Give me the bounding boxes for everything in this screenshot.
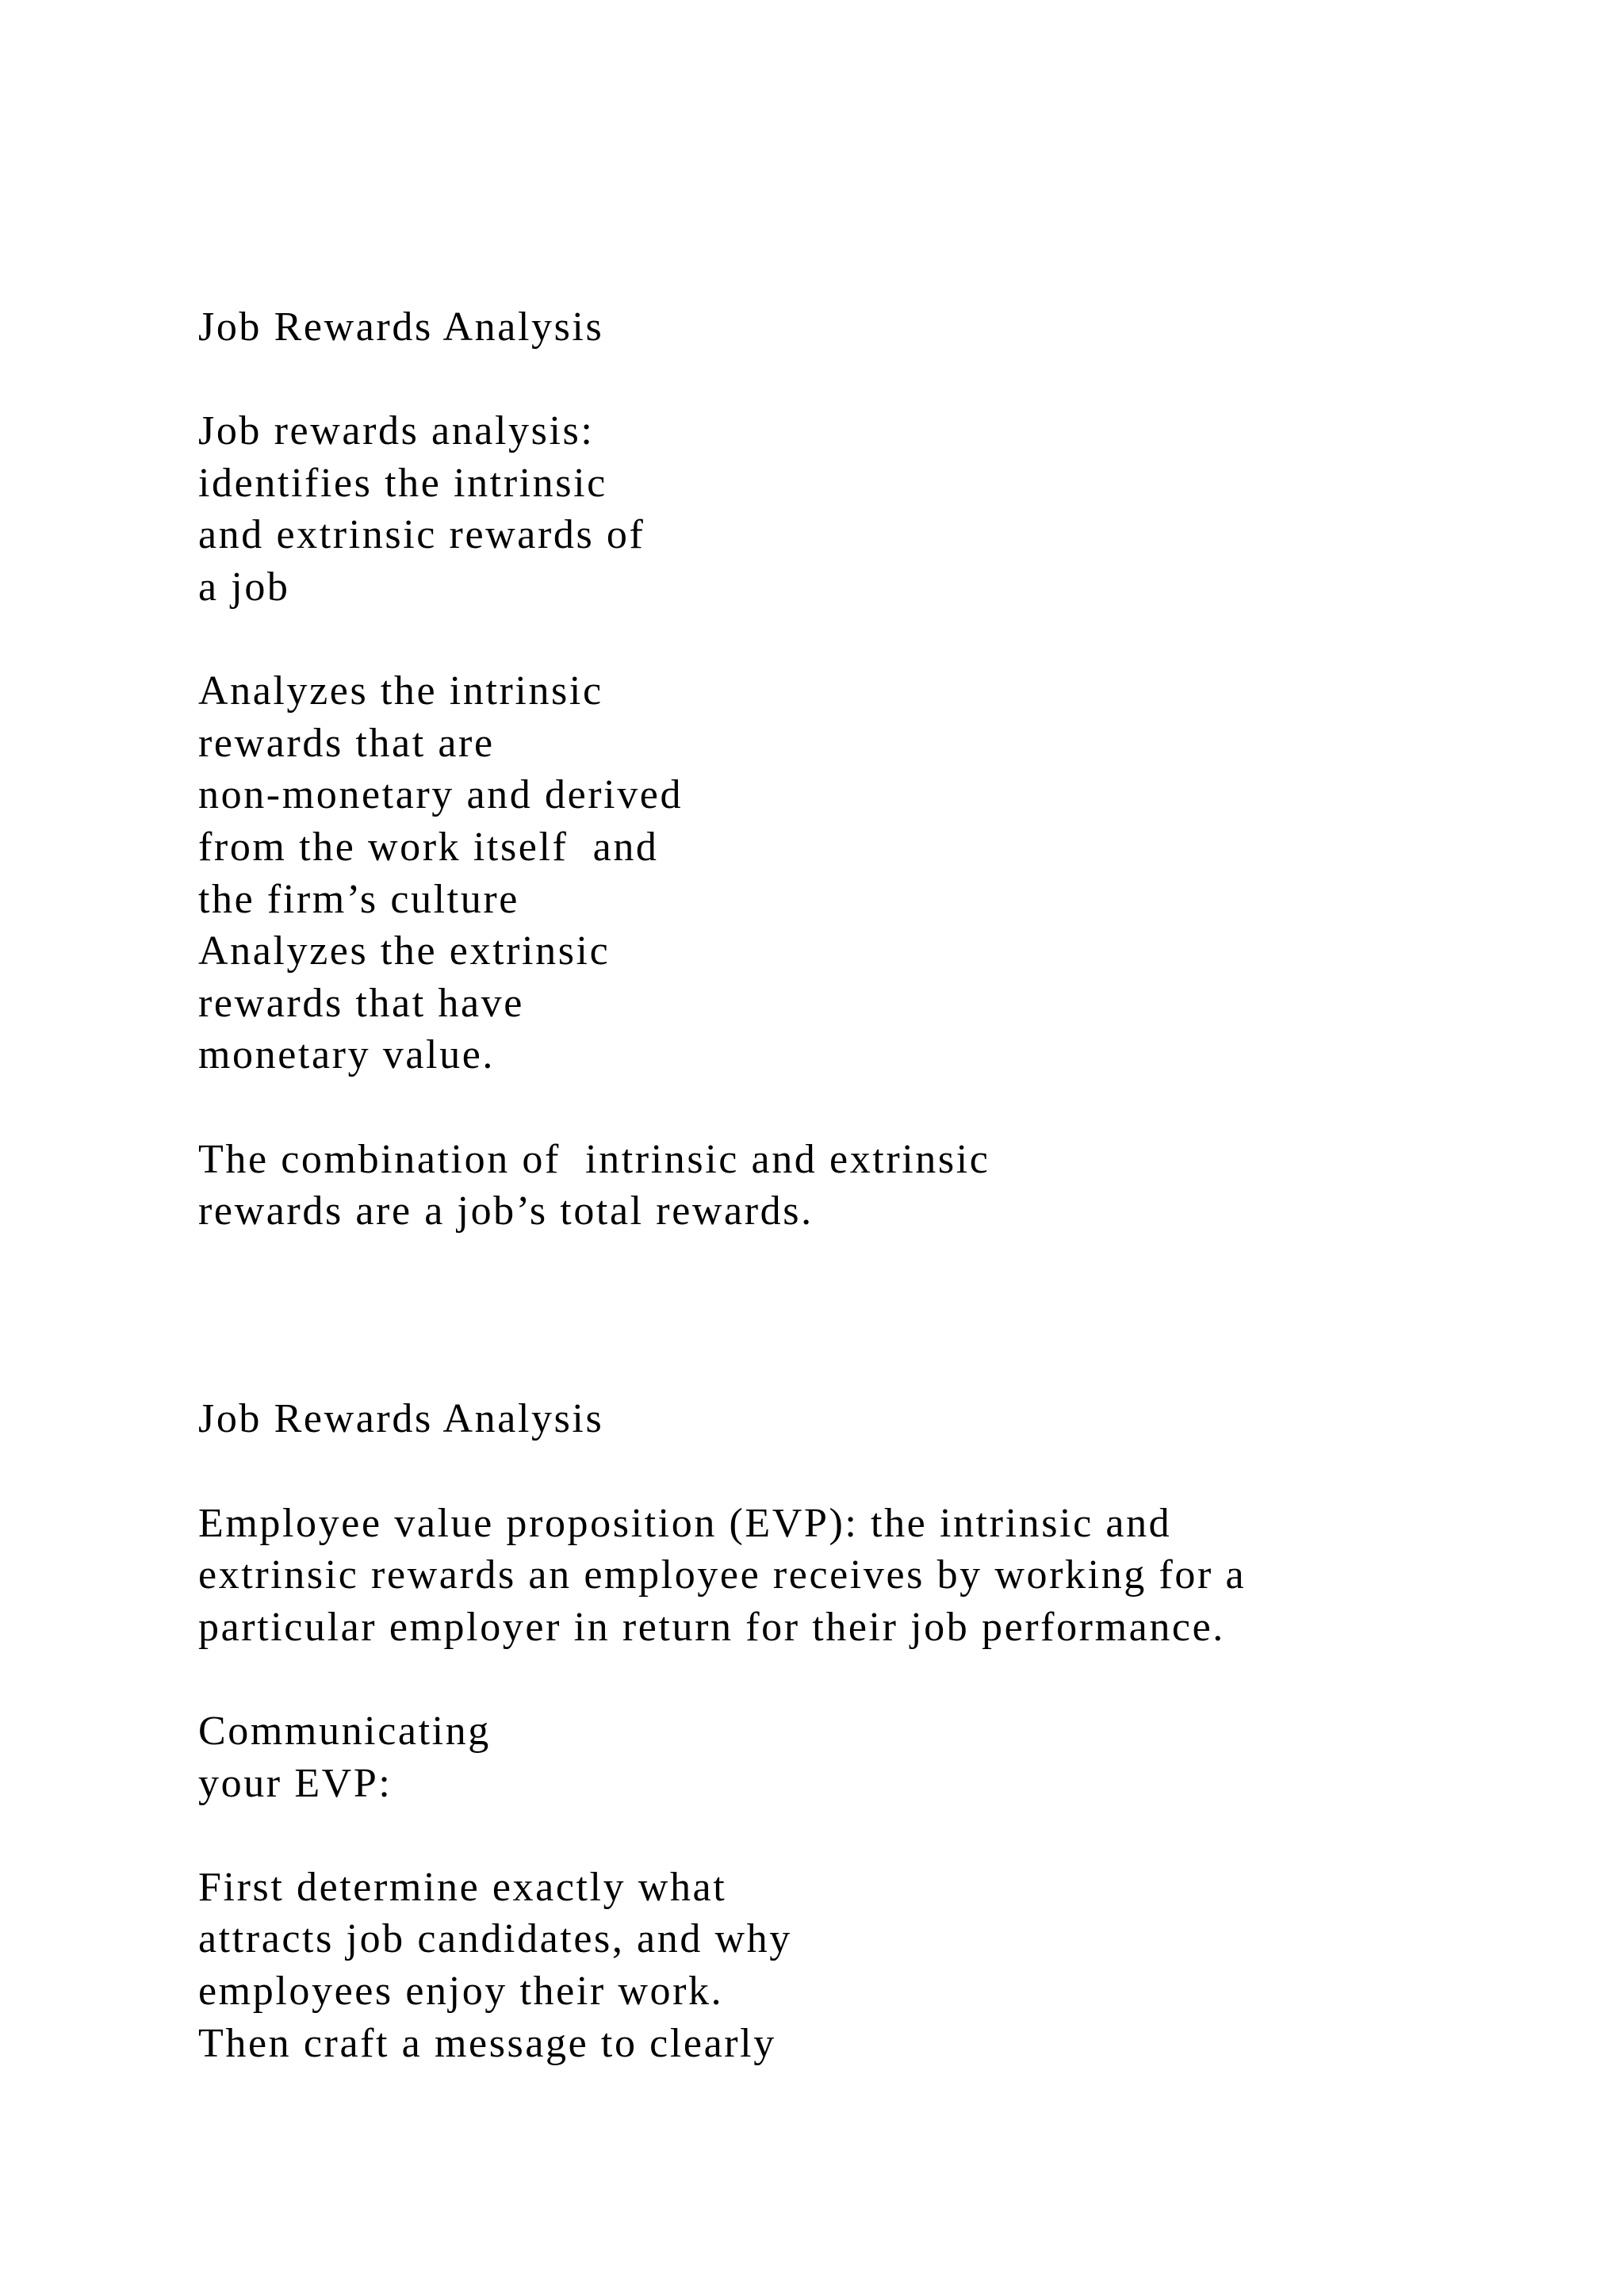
text-line: a job <box>198 564 290 610</box>
blank-line <box>198 1653 1546 1705</box>
blank-line <box>198 614 1546 666</box>
blank-line <box>198 1445 1546 1498</box>
text-line: Employee value proposition (EVP): the intrinsic and <box>198 1500 1172 1546</box>
text-line: your EVP: <box>198 1760 393 1806</box>
text-line: identifies the intrinsic <box>198 460 607 506</box>
text-line: employees enjoy their work. <box>198 1969 724 2014</box>
text-line: rewards are a job’s total rewards. <box>198 1188 814 1234</box>
blank-line <box>198 1289 1546 1341</box>
text-line: rewards that are <box>198 720 495 766</box>
text-line: Then craft a message to clearly <box>198 2020 776 2066</box>
blank-line <box>198 354 1546 406</box>
text-line: Job rewards analysis: <box>198 408 595 454</box>
text-line: monetary value. <box>198 1032 495 1078</box>
text-line: particular employer in return for their job performance. <box>198 1604 1225 1650</box>
text-line: non-monetary and derived <box>198 772 684 818</box>
section-heading: Job Rewards Analysis <box>198 304 604 350</box>
text-line: Communicating <box>198 1709 491 1755</box>
section-heading: Job Rewards Analysis <box>198 1396 604 1442</box>
text-line: attracts job candidates, and why <box>198 1916 792 1962</box>
blank-line <box>198 1081 1546 1134</box>
text-line: and extrinsic rewards of <box>198 512 645 558</box>
text-line: The combination of intrinsic and extrinsic <box>198 1136 990 1182</box>
text-line: Analyzes the intrinsic <box>198 668 603 714</box>
text-line: First determine exactly what <box>198 1864 727 1910</box>
blank-line <box>198 1341 1546 1394</box>
document-text <box>198 301 1546 2069</box>
text-line: extrinsic rewards an employee receives by working for a <box>198 1552 1247 1598</box>
text-line: rewards that have <box>198 980 524 1026</box>
text-line: the firm’s culture <box>198 876 519 922</box>
blank-line <box>198 1809 1546 1862</box>
blank-line <box>198 1238 1546 1290</box>
text-line: Analyzes the extrinsic <box>198 928 611 974</box>
text-line: from the work itself and <box>198 824 659 870</box>
